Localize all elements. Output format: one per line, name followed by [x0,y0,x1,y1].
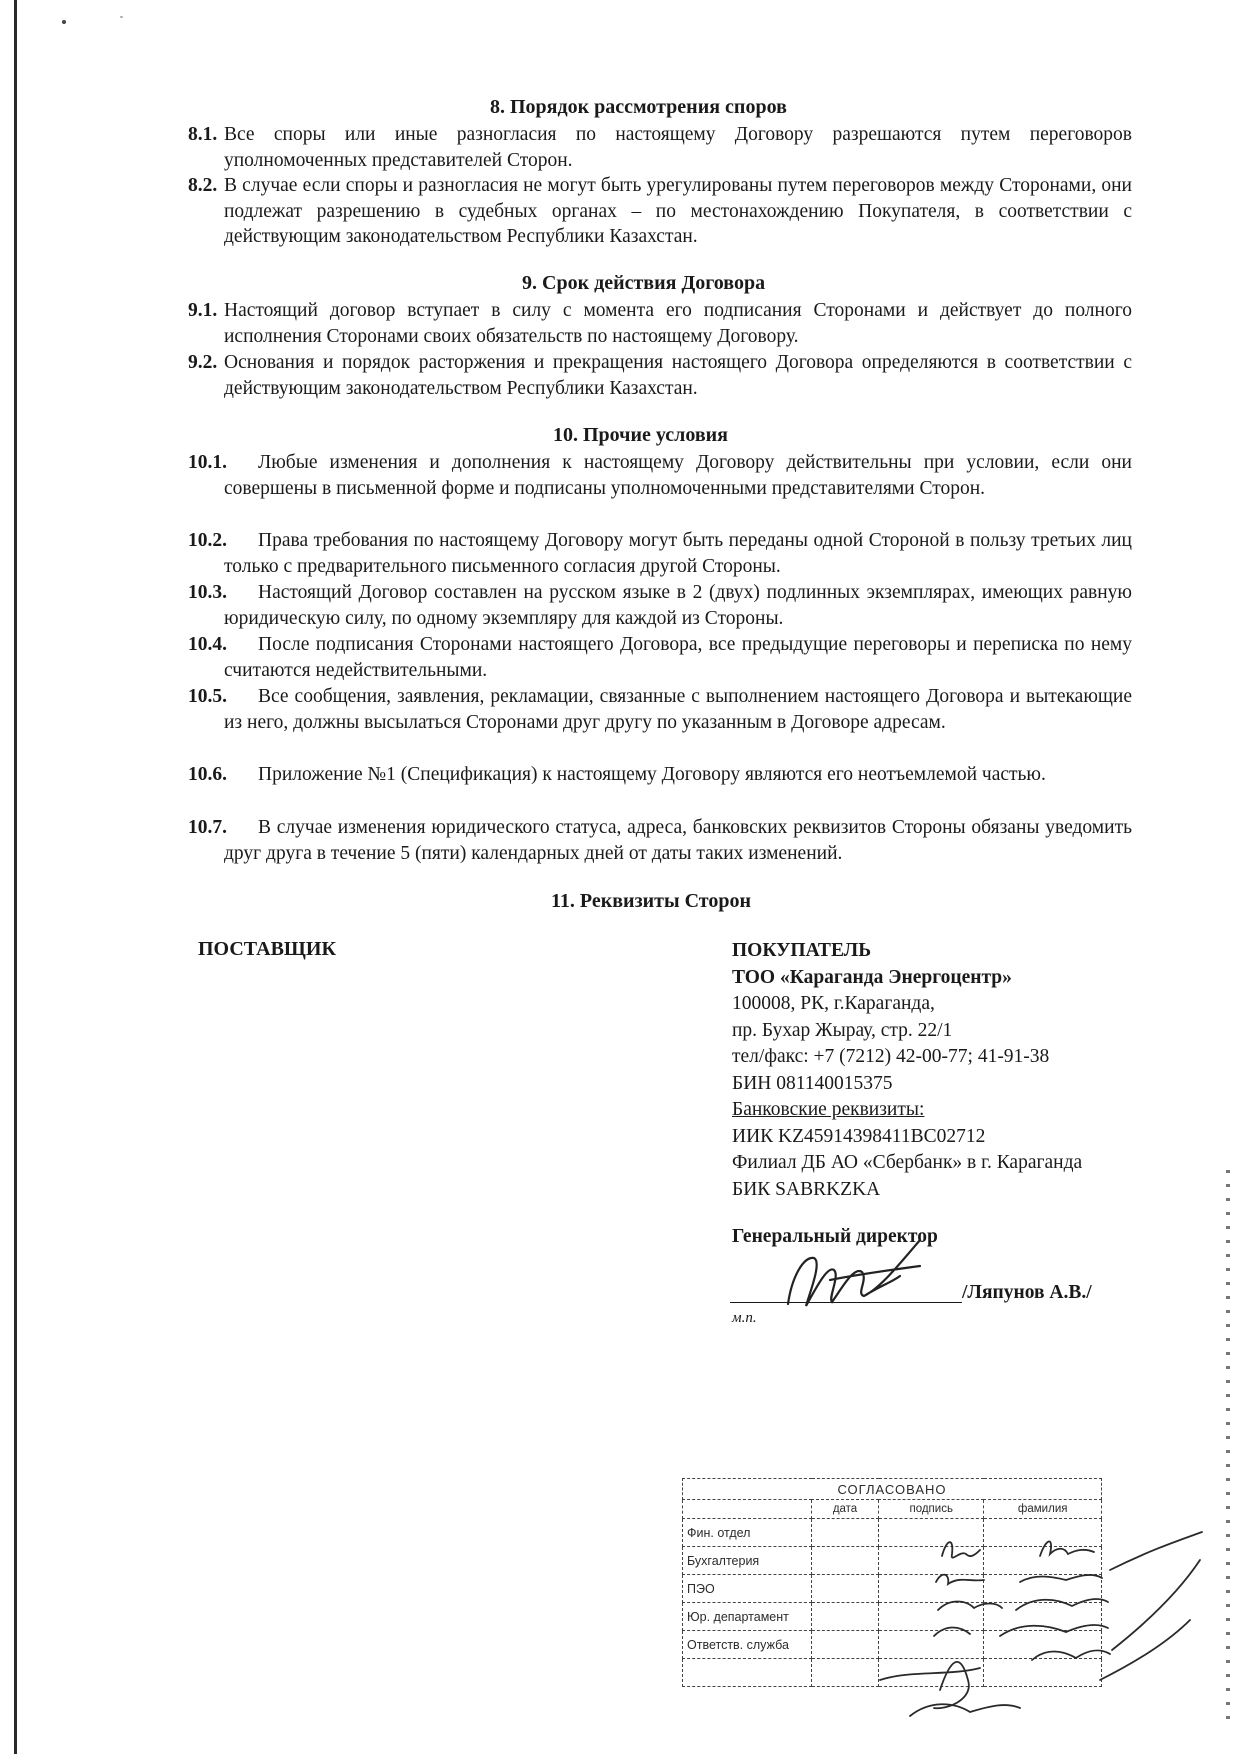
section-10-heading: 10. Прочие условия [553,424,728,446]
clause-9-1 [188,298,1132,349]
clause-10-2 [188,528,1132,579]
buyer-address-line-2: пр. Бухар Жырау, стр. 22/1 [732,1019,953,1041]
clause-10-7 [188,815,1132,866]
clause-text: Приложение №1 (Спецификация) к настоящему Договору являются его неотъемлемой частью. [258,764,1046,785]
signatory-name: /Ляпунов А.В./ [962,1282,1092,1303]
seal-place-label: м.п. [732,1310,757,1326]
scan-speck [120,16,123,18]
stamp-signatures [850,1530,1210,1730]
stamp-row-label: Бухгалтерия [683,1547,812,1575]
clause-text: Все сообщения, заявления, рекламации, связанные с выполнением настоящего Договора и вытекающие из него, должны высылаться Сторонами друг другу по указанным в Договоре адресам. [224,686,1132,733]
buyer-company: ТОО «Караганда Энергоцентр» [732,966,1012,988]
clause-number: 9.1. [188,300,218,321]
clause-text: Любые изменения и дополнения к настоящему Договору действительны при условии, если они совершены в письменной форме и подписаны уполномоченными представителями Сторон. [224,452,1132,499]
clause-10-1 [188,450,1132,501]
scan-edge-line [14,0,17,1754]
stamp-col-date: дата [812,1500,879,1519]
clause-8-2 [188,173,1132,250]
clause-number: 10.4. [188,634,227,655]
clause-text: Настоящий договор вступает в силу с момента его подписания Сторонами и действует до полного исполнения Сторонами своих обязательств по настоящему Договору. [224,300,1132,347]
clause-number: 10.2. [188,530,227,551]
clause-number: 10.3. [188,582,227,603]
clause-text: Основания и порядок расторжения и прекращения настоящего Договора определяются в соответствии с действующим законодательством Республики Казахстан. [224,352,1132,399]
scan-speck [62,20,66,24]
buyer-details [732,938,1082,1203]
clause-text: В случае изменения юридического статуса, адреса, банковских реквизитов Стороны обязаны уведомить друг друга в течение 5 (пяти) календарных дней от даты таких изменений. [224,817,1132,864]
clause-text: Все споры или иные разногласия по настоящему Договору разрешаются путем переговоров уполномоченных представителей Сторон. [224,124,1132,171]
clause-10-3 [188,580,1132,631]
clause-text: Настоящий Договор составлен на русском языке в 2 (двух) подлинных экземплярах, имеющих равную юридическую силу, по одному экземпляру для каждой из Стороны. [224,582,1132,629]
clause-number: 10.6. [188,764,227,785]
clause-number: 8.2. [188,175,218,196]
buyer-bik: БИК SABRKZKA [732,1178,881,1200]
stamp-row-label: Фин. отдел [683,1519,812,1547]
buyer-bin: БИН 081140015375 [732,1072,893,1094]
stamp-title: СОГЛАСОВАНО [683,1479,1102,1500]
supplier-label: ПОСТАВЩИК [198,938,336,960]
section-9-heading: 9. Срок действия Договора [522,272,766,294]
director-title: Генеральный директор [732,1226,938,1247]
stamp-corner-cell [683,1500,812,1519]
buyer-bank-label: Банковские реквизиты: [732,1099,925,1120]
clause-number: 9.2. [188,352,218,373]
buyer-iik: ИИК KZ45914398411BC02712 [732,1125,986,1147]
clause-number: 8.1. [188,124,218,145]
clause-10-4 [188,632,1132,683]
scan-edge-dots [1226,1170,1230,1730]
clause-8-1 [188,122,1132,173]
clause-number: 10.7. [188,817,227,838]
buyer-phone: тел/факс: +7 (7212) 42-00-77; 41-91-38 [732,1046,1050,1067]
clause-number: 10.5. [188,686,227,707]
clause-text: Права требования по настоящему Договору могут быть переданы одной Стороной в пользу третьих лиц только с предварительного письменного согласия другой Стороны. [224,530,1132,577]
clause-10-5 [188,684,1132,735]
section-8-heading: 8. Порядок рассмотрения споров [490,96,787,118]
buyer-address-line-1: 100008, РК, г.Караганда, [732,993,935,1014]
buyer-bank: Филиал ДБ АО «Сбербанк» в г. Караганда [732,1152,1083,1173]
stamp-empty-row [683,1659,812,1687]
stamp-col-surname: фамилия [984,1500,1102,1519]
clause-9-2 [188,350,1132,401]
stamp-row-label: Юр. департамент [683,1603,812,1631]
clause-text: В случае если споры и разногласия не могут быть урегулированы путем переговоров между Сторонами, они подлежат разрешению в судебных органах – по местонахождению Покупателя, в соответствии с действующим законодательством Республики Казахстан. [224,175,1132,247]
stamp-col-signature: подпись [879,1500,984,1519]
buyer-label: ПОКУПАТЕЛЬ [732,940,872,961]
director-signature [770,1236,970,1326]
clause-number: 10.1. [188,452,227,473]
clause-text: После подписания Сторонами настоящего Договора, все предыдущие переговоры и переписка по нему считаются недействительными. [224,634,1132,681]
stamp-row-label: Ответств. служба [683,1631,812,1659]
clause-10-6 [188,762,1132,788]
section-11-heading: 11. Реквизиты Сторон [551,890,751,912]
stamp-row-label: ПЭО [683,1575,812,1603]
